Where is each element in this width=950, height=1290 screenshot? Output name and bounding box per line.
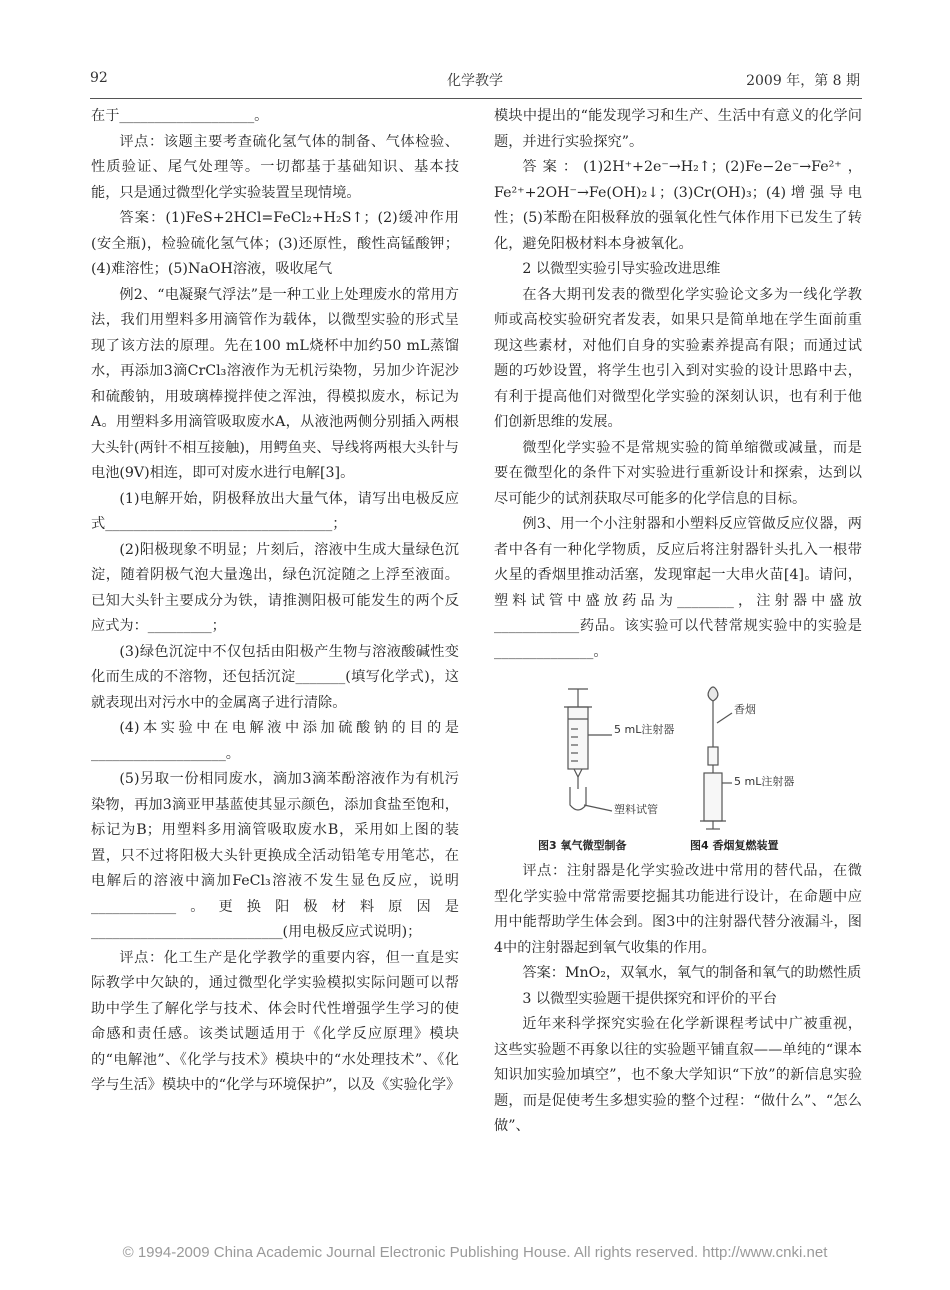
header-rule <box>90 98 862 99</box>
fig3-caption: 图3 氧气微型制备 <box>538 839 627 852</box>
fig3-tube-label: 塑料试管 <box>614 803 658 816</box>
paragraph: 答案：(1)2H⁺+2e⁻→H₂↑；(2)Fe−2e⁻→Fe²⁺，Fe²⁺+2OH⁻→Fe(OH)₂↓；(3)Cr(OH)₃；(4)增强导电性；(5)苯酚在阳极释放的强氧化性气体作用下已发生了转化，避免阳极材料本身被氧化。 <box>494 159 862 252</box>
paragraph: 在各大期刊发表的微型化学实验论文多为一线化学教师或高校实验研究者发表，如果只是简单地在学生面前重现这些素材，对他们自身的实验素养提高有限；而通过试题的巧妙设置，将学生也引入到对实验的设计思路中去，有利于提高他们对微型化学实验的深刻认识，也有利于他们创新思维的发展。 <box>494 286 862 430</box>
paragraph: 评点：注射器是化学实验改进中常用的替代品，在微型化学实验中常常需要挖掘其功能进行设计，在命题中应用中能帮助学生体会到。图3中的注射器代替分液漏斗，图4中的注射器起到氧气收集的作用。 <box>494 863 862 956</box>
paragraph: 模块中提出的“能发现学习和生产、生活中有意义的化学问题，并进行实验探究”。 <box>494 108 862 150</box>
paragraph: (4)本实验中在电解液中添加硫酸钠的目的是___________________。 <box>91 720 459 762</box>
paragraph: 评点：化工生产是化学教学的重要内容，但一直是实际教学中欠缺的，通过微型化学实验模拟实际问题可以帮助中学生了解化学与技术、体会时代性增强学生学习的使命感和责任感。该类试题适用于《化学反应原理》模块的“电解池”、《化学与技术》模块中的“水处理技术”、《化学与生活》模块中的“化学与环境保护”，以及《实验化学》 <box>91 949 461 1093</box>
apparatus-illustration <box>494 685 862 830</box>
paragraph: 答案：(1)FeS+2HCl=FeCl₂+H₂S↑；(2)缓冲作用(安全瓶)，检验硫化氢气体；(3)还原性，酸性高锰酸钾；(4)难溶性；(5)NaOH溶液，吸收尾气 <box>91 210 459 277</box>
section-heading-3: 3 以微型实验题干提供探究和评价的平台 <box>522 990 778 1007</box>
left-column <box>91 104 459 1099</box>
paragraph: (3)绿色沉淀中不仅包括由阳极产生物与溶液酸碱性变化而生成的不溶物，还包括沉淀_______(填写化学式)，这就表现出对污水中的金属离子进行清除。 <box>91 643 459 711</box>
paragraph: 在于___________________。 <box>91 108 269 124</box>
copyright-footer: © 1994-2009 China Academic Journal Electronic Publishing House. All rights reserved. http://www.cnki.net <box>122 1244 828 1261</box>
paragraph: (2)阳极现象不明显；片刻后，溶液中生成大量绿色沉淀，随着阴极气泡大量逸出，绿色沉淀随之上浮至液面。已知大头针主要成分为铁，请推测阳极可能发生的两个反应式为：_________； <box>91 541 459 634</box>
paragraph: 例2、“电凝聚气浮法”是一种工业上处理废水的常用方法，我们用塑料多用滴管作为载体，以微型实验的形式呈现了该方法的原理。先在100 mL烧杯中加约50 mL蒸馏水，再添加3滴CrCl₃溶液作为无机污染物，另加少许泥沙和硫酸钠，用玻璃棒搅拌使之浑浊，得模拟废水，标记为A。用塑料多用滴管吸取废水A，从液池两侧分别插入两根大头针(两针不相互接触)，用鳄鱼夹、导线将两根大头针与电池(9V)相连，即可对废水进行电解[3]。 <box>91 286 459 481</box>
paragraph: 评点：该题主要考查硫化氢气体的制备、气体检验、性质验证、尾气处理等。一切都基于基础知识、基本技能，只是通过微型化学实验装置呈现情境。 <box>91 133 459 201</box>
paragraph: 例3、用一个小注射器和小塑料反应管做反应仪器，两者中各有一种化学物质，反应后将注射器针头扎入一根带火星的香烟里推动活塞，发现窜起一大串火苗[4]。请问，塑料试管中盛放药品为________，注射器中盛放____________药品。该实验可以代替常规实验中的实验是______________。 <box>494 516 862 660</box>
fig4-cigarette-drawing <box>700 687 732 829</box>
paragraph: (1)电解开始，阴极释放出大量气体，请写出电极反应式________________________________； <box>91 490 459 532</box>
fig3-syringe-label: 5 mL注射器 <box>614 723 675 736</box>
paragraph: 微型化学实验不是常规实验的简单缩微或减量，而是要在微型化的条件下对实验进行重新设计和探索，达到以尽可能少的试剂获取尽可能多的化学信息的目标。 <box>494 439 862 507</box>
paragraph: (5)另取一份相同废水，滴加3滴苯酚溶液作为有机污染物，再加3滴亚甲基蓝使其显示颜色，添加食盐至饱和，标记为B；用塑料多用滴管吸取废水B，采用如上图的装置，只不过将阳极大头针更换成全活动铅笔专用笔芯，在电解后的溶液中滴加FeCl₃溶液不发生显色反应，说明____________。更换阳极材料原因是___________________________(用电极反应式说明)； <box>91 771 459 940</box>
journal-name: 化学教学 <box>447 73 503 89</box>
running-header <box>90 70 860 94</box>
right-column <box>494 104 862 1140</box>
fig4-syringe-label: 5 mL注射器 <box>734 775 795 788</box>
paragraph: 近年来科学探究实验在化学新课程考试中广被重视，这些实验题不再象以往的实验题平铺直叙——单纯的“课本知识加实验加填空”，也不象大学知识“下放”的新信息实验题，而是促使考生多想实验的整个过程：“做什么”、“怎么做”、 <box>494 1016 862 1134</box>
fig4-caption: 图4 香烟复燃装置 <box>690 839 779 852</box>
fig3-syringe-drawing <box>564 689 612 811</box>
page-number: 92 <box>90 70 108 86</box>
fig4-cigarette-label: 香烟 <box>734 703 756 716</box>
section-heading-2: 2 以微型实验引导实验改进思维 <box>522 261 721 277</box>
issue-label: 2009 年，第 8 期 <box>746 73 860 89</box>
paragraph: 答案：MnO₂，双氧水，氧气的制备和氧气的助燃性质 <box>522 965 862 981</box>
figure-group <box>494 685 862 853</box>
